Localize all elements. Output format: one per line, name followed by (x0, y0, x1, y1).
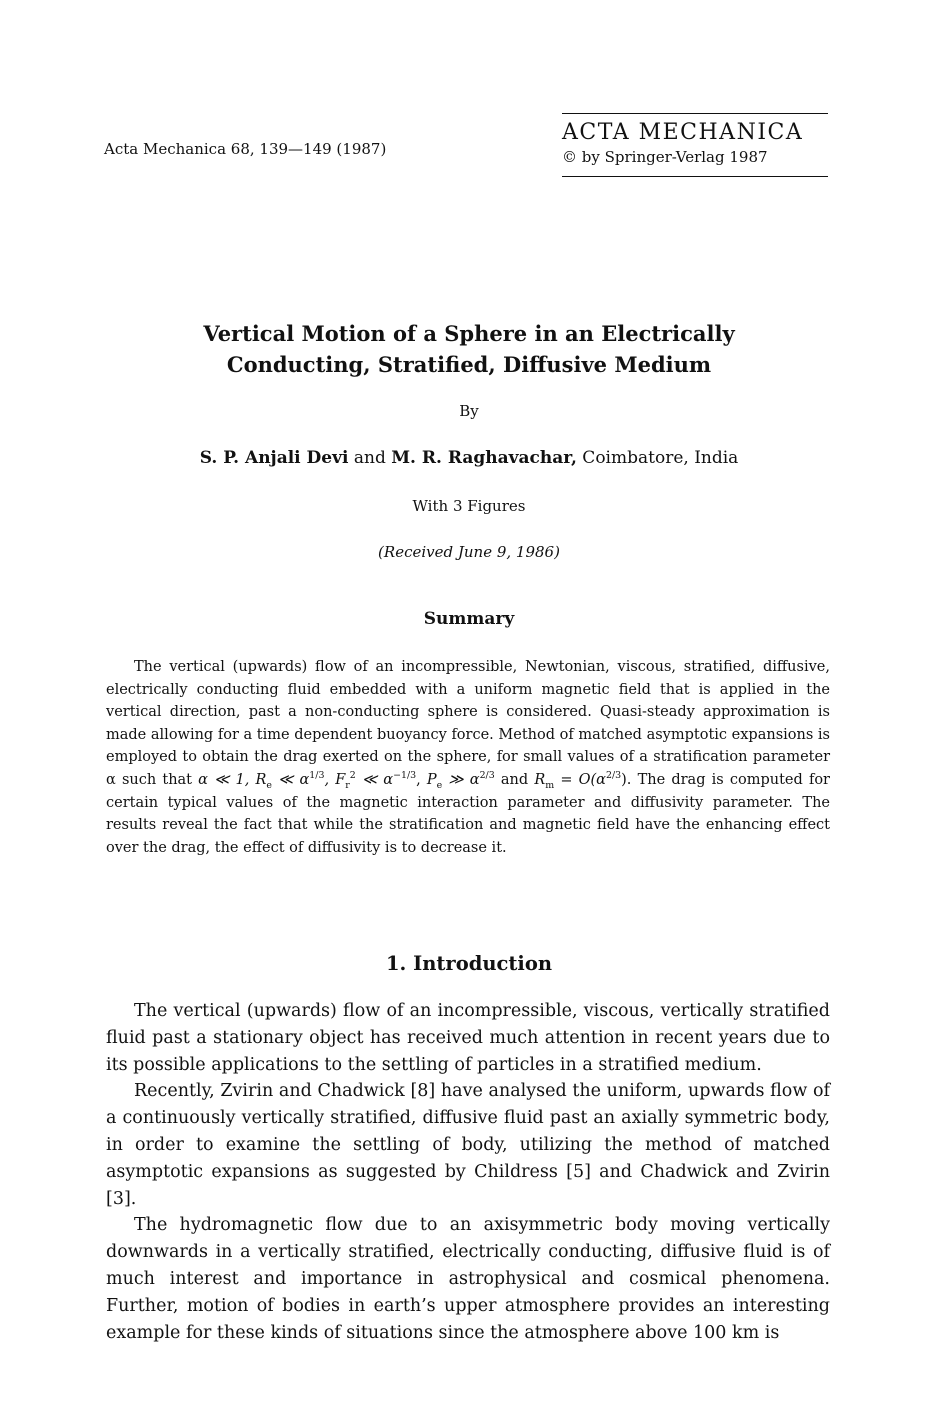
condition-re-var: R (255, 771, 267, 788)
condition-rm-sub: m (545, 779, 555, 791)
condition-re-sup: 1/3 (309, 770, 325, 782)
journal-masthead (562, 113, 828, 177)
condition-and: and (494, 771, 535, 788)
condition-alpha: α ≪ 1, (198, 771, 256, 788)
author-1: S. P. Anjali Devi (199, 448, 349, 468)
condition-re-rel: ≪ α (271, 771, 310, 788)
section-heading-introduction: 1. Introduction (385, 952, 553, 975)
condition-pe-rel: ≫ α (442, 771, 480, 788)
title-line-1: Vertical Motion of a Sphere in an Electrically (203, 321, 735, 346)
masthead-bottom-rule (562, 176, 828, 177)
abstract-paragraph (106, 656, 830, 859)
journal-citation: Acta Mechanica 68, 139—149 (1987) (104, 140, 387, 158)
condition-fr-sup2: −1/3 (393, 770, 417, 782)
introduction-body (106, 998, 830, 1346)
intro-paragraph-3: The hydromagnetic flow due to an axisymmetric body moving vertically downwards in a vertically stratified, electrically conducting, diffusive fluid is of much interest and importance in astrophysical and cosmical phenomena. Further, motion of bodies in earth’s upper atmosphere provides an interesting example for these kinds of situations since the atmosphere above 100 km is (106, 1215, 830, 1343)
figures-note: With 3 Figures (412, 497, 526, 515)
intro-paragraph-1: The vertical (upwards) flow of an incompressible, viscous, vertically stratified fluid past a stationary object has received much attention in recent years due to its possible applications to the settling of particles in a stratified medium. (106, 1001, 830, 1075)
condition-fr-rel: ≪ α (355, 771, 394, 788)
summary-heading: Summary (423, 609, 515, 629)
condition-rm-sup: 2/3 (605, 770, 622, 782)
condition-re-sub: e (266, 779, 272, 791)
condition-pe-sup: 2/3 (479, 770, 495, 782)
authors-conjunction: and (348, 448, 392, 468)
condition-fr-sup: 2 (349, 770, 356, 782)
condition-fr-var: , F (324, 771, 346, 788)
received-date: (Received June 9, 1986) (378, 543, 560, 561)
condition-pe-sub: e (436, 779, 443, 791)
abstract-text-2: The drag is computed for certain typical values of the magnetic interaction parameter and diffusivity parameter. The results reveal the fact that while the stratification and magnetic field have the enhancing effect over the drag, the effect of diffusivity is to decrease it. (106, 771, 830, 856)
condition-rm-rel: = O(α (554, 771, 606, 788)
intro-paragraph-2: Recently, Zvirin and Chadwick [8] have analysed the uniform, upwards flow of a continuously vertically stratified, diffusive fluid past an axially symmetric body, in order to examine the settling of body, utilizing the method of matched asymptotic expansions as suggested by Childress [5] and Chadwick and Zvirin [3]. (106, 1081, 830, 1209)
copyright-notice: © by Springer-Verlag 1987 (562, 148, 768, 166)
condition-rm-var: R (534, 771, 546, 788)
condition-fr-sub: r (345, 779, 350, 791)
authors-line (100, 448, 838, 468)
masthead-top-rule (562, 113, 828, 114)
byline-label: By (459, 402, 479, 420)
condition-pe-var: P (426, 771, 437, 788)
article-title (100, 318, 838, 380)
author-2: M. R. Raghavachar, (391, 448, 577, 468)
journal-name: ACTA MECHANICA (562, 120, 804, 145)
abstract-text-1: The vertical (upwards) flow of an incompressible, Newtonian, viscous, stratified, diffusive, electrically conducting fluid embedded with a uniform magnetic field that is applied in the vertical direction, past a non-conducting sphere is considered. Quasi-steady approximation is made allowing for a time dependent buoyancy force. Method of matched asymptotic expansions is employed to obtain the drag exerted on the sphere, for small values of a stratification parameter α such that (106, 659, 830, 788)
affiliation: Coimbatore, India (576, 448, 739, 468)
condition-comma: , (416, 771, 421, 788)
abstract-body (106, 656, 830, 859)
title-line-2: Conducting, Stratified, Diffusive Medium (226, 352, 712, 377)
condition-rm-close: ). (621, 771, 632, 788)
